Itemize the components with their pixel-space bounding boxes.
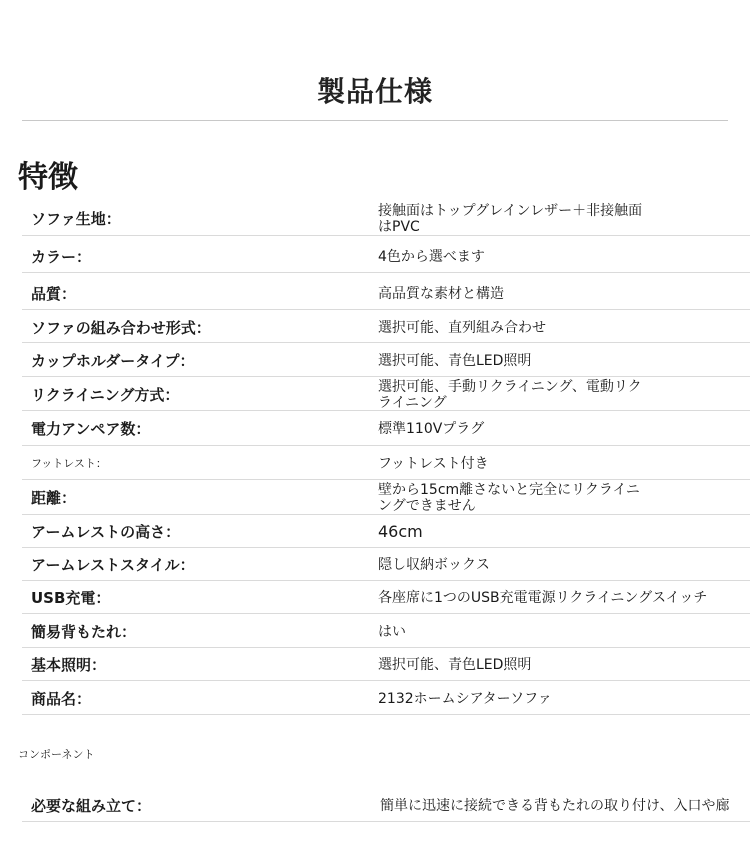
- spec-label: USB充電：: [31, 589, 111, 607]
- spec-row-backrest: [22, 616, 750, 648]
- row-divider: [22, 821, 750, 822]
- spec-value: 標準110Vプラグ: [378, 421, 485, 437]
- components-heading: コンポーネント: [18, 748, 95, 761]
- spec-row-quality: [22, 278, 750, 310]
- row-divider: [22, 410, 750, 411]
- spec-row-product-name: [22, 683, 750, 715]
- spec-value: はい: [378, 624, 406, 640]
- spec-label: 商品名：: [31, 690, 92, 708]
- spec-label: フットレスト：: [31, 457, 107, 470]
- spec-row-combination: [22, 312, 750, 343]
- spec-label: カラー：: [31, 248, 92, 266]
- spec-label: 距離：: [31, 489, 77, 507]
- spec-row-color: [22, 241, 750, 273]
- spec-row-fabric: [22, 202, 750, 236]
- spec-value: 4色から選べます: [378, 249, 485, 265]
- row-divider: [22, 376, 750, 377]
- row-divider: [22, 647, 750, 648]
- spec-value: 選択可能、青色LED照明: [378, 657, 532, 673]
- row-divider: [22, 547, 750, 548]
- spec-row-usb: [22, 582, 750, 614]
- spec-label: ソファの組み合わせ形式：: [31, 318, 211, 337]
- spec-row-assembly: [22, 790, 750, 822]
- spec-row-lighting: [22, 649, 750, 681]
- spec-row-recline: [22, 378, 750, 411]
- spec-label: 簡易背もたれ：: [31, 623, 137, 641]
- row-divider: [22, 680, 750, 681]
- row-divider: [22, 309, 750, 310]
- spec-value: 選択可能、青色LED照明: [378, 353, 532, 369]
- row-divider: [22, 714, 750, 715]
- spec-label: ソファ生地：: [31, 210, 121, 228]
- spec-row-footrest: [22, 448, 750, 480]
- spec-value: 高品質な素材と構造: [378, 286, 504, 302]
- spec-label: アームレストの高さ：: [31, 522, 181, 541]
- spec-row-cupholder: [22, 345, 750, 377]
- spec-value: 2132ホームシアターソファ: [378, 691, 552, 707]
- spec-label: 必要な組み立て：: [31, 797, 152, 815]
- page-title: 製品仕様: [316, 75, 433, 108]
- spec-label: 電力アンペア数：: [31, 420, 151, 438]
- spec-row-armrest-style: [22, 549, 750, 581]
- spec-value: 隠し収納ボックス: [378, 557, 490, 573]
- spec-label: アームレストスタイル：: [31, 556, 195, 574]
- spec-label: 品質：: [31, 285, 77, 303]
- spec-value: 選択可能、手動リクライニング、電動リクライニング: [378, 378, 642, 411]
- spec-value: フットレスト付き: [378, 456, 489, 472]
- spec-value: 選択可能、直列組み合わせ: [378, 319, 546, 336]
- spec-value: 壁から15cm離さないと完全にリクライニングできません: [378, 482, 640, 514]
- spec-row-distance: [22, 481, 750, 515]
- spec-row-armrest-height: [22, 515, 750, 548]
- row-divider: [22, 580, 750, 581]
- spec-value: 簡単に迅速に接続できる背もたれの取り付け、入口や廊: [380, 798, 730, 814]
- spec-row-amperage: [22, 412, 750, 446]
- title-divider: [22, 120, 728, 121]
- spec-value: 各座席に1つのUSB充電電源リクライニングスイッチ: [378, 590, 708, 606]
- features-heading: 特徴: [18, 160, 78, 195]
- row-divider: [22, 342, 750, 343]
- row-divider: [22, 613, 750, 614]
- row-divider: [22, 272, 750, 273]
- spec-value: 46cm: [378, 521, 423, 541]
- row-divider: [22, 445, 750, 446]
- spec-value: 接触面はトップグレインレザー＋非接触面はPVC: [378, 203, 643, 235]
- spec-label: 基本照明：: [31, 656, 107, 674]
- spec-label: リクライニング方式：: [31, 385, 180, 404]
- row-divider: [22, 479, 750, 480]
- row-divider: [22, 235, 750, 236]
- spec-label: カップホルダータイプ：: [31, 352, 195, 370]
